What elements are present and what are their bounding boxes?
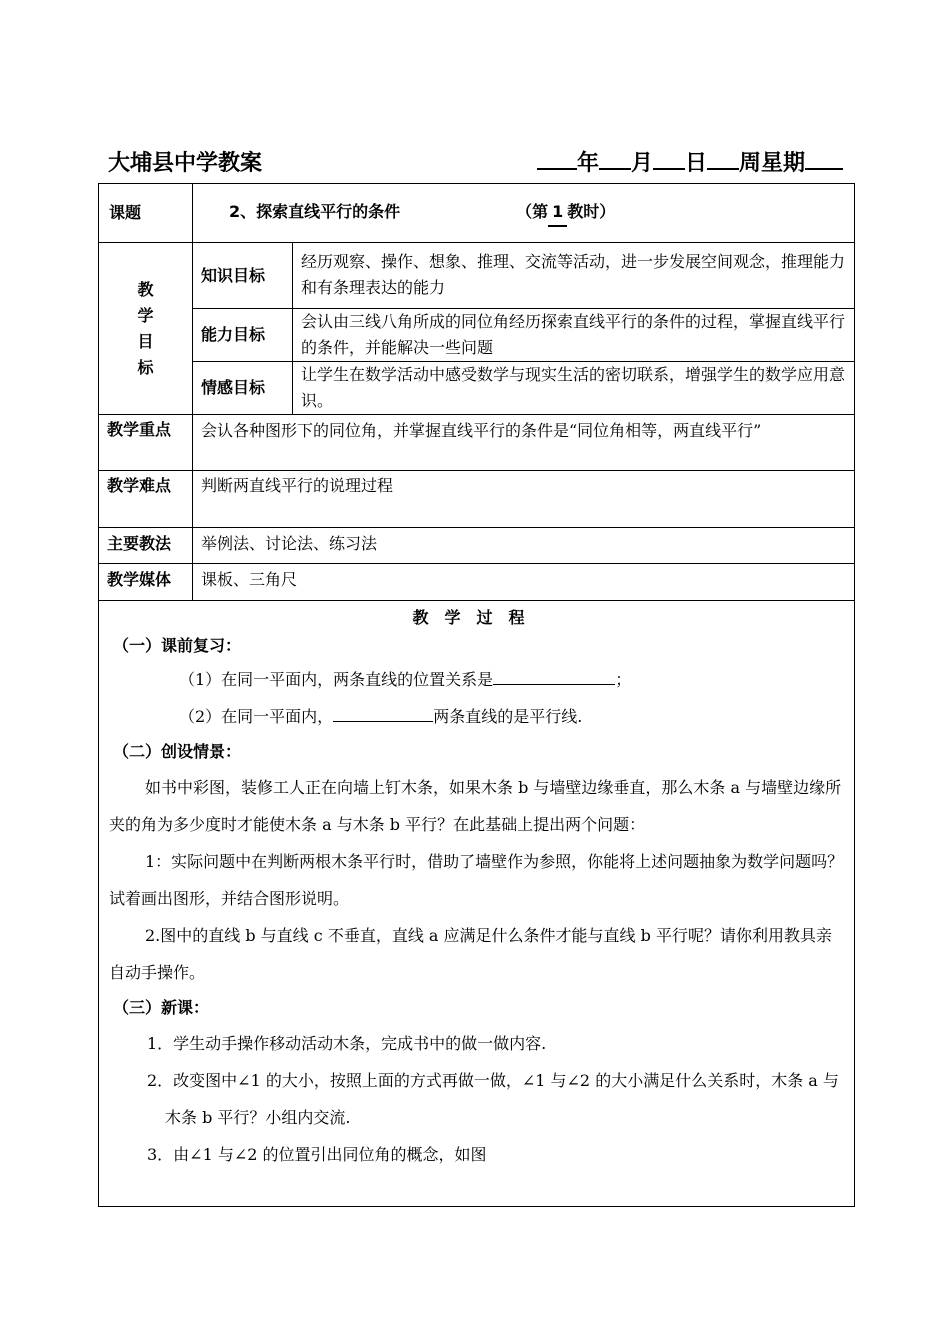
review-q1-end: ；	[615, 670, 632, 689]
scene-paragraph-3: 2.图中的直线 b 与直线 c 不垂直，直线 a 应满足什么条件才能与直线 b 平行呢？请你利用教具亲自动手操作。	[109, 926, 832, 982]
difficulty-text: 判断两直线平行的说理过程	[193, 471, 855, 528]
method-text: 举例法、讨论法、练习法	[193, 528, 855, 564]
period-number: 1	[548, 199, 567, 227]
teaching-goals-label	[99, 243, 193, 415]
goal-row-ability	[99, 309, 855, 362]
review-q1-text: （1）在同一平面内，两条直线的位置关系是	[179, 670, 494, 689]
ability-goal-label: 能力目标	[193, 309, 293, 362]
weekday-label: 周星期	[738, 151, 805, 176]
review-q2-end: 两条直线的是平行线.	[433, 707, 583, 726]
emotion-goal-label: 情感目标	[193, 362, 293, 415]
topic-cell	[193, 184, 855, 243]
month-blank	[599, 148, 631, 170]
emotion-goal-text: 让学生在数学活动中感受数学与现实生活的密切联系，增强学生的数学应用意识。	[293, 362, 855, 415]
goal-label-char: 学	[137, 305, 154, 325]
day-blank	[653, 148, 685, 170]
month-label: 月	[630, 151, 653, 176]
review-question-2	[99, 698, 854, 735]
knowledge-goal-label: 知识目标	[193, 243, 293, 309]
date-line	[537, 146, 843, 177]
review-q1-blank	[493, 666, 615, 685]
day-label: 日	[684, 151, 707, 176]
review-heading: （一）课前复习：	[113, 636, 242, 655]
teaching-process	[99, 601, 855, 1207]
process-title: 教学过程	[412, 608, 541, 627]
goal-row-emotion	[99, 362, 855, 415]
goal-label-char: 标	[137, 357, 154, 377]
scene-heading: （二）创设情景：	[113, 742, 242, 761]
goal-row-knowledge	[99, 243, 855, 309]
school-title: 大埔县中学教案	[108, 151, 263, 176]
week-blank	[707, 148, 739, 170]
new-lesson-step-2: 2．改变图中∠1 的大小，按照上面的方式再做一做，∠1 与∠2 的大小满足什么关系时，木条 a 与木条 b 平行？小组内交流.	[147, 1071, 839, 1127]
period-open: （第	[516, 202, 549, 221]
review-q2-text: （2）在同一平面内，	[179, 707, 334, 726]
year-label: 年	[576, 151, 599, 176]
key-point-cell	[193, 415, 855, 471]
method-label: 主要教法	[99, 528, 193, 564]
ability-goal-text: 会认由三线八角所成的同位角经历探索直线平行的条件的过程，掌握直线平行的条件，并能解决一些问题	[293, 309, 855, 362]
media-label: 教学媒体	[99, 564, 193, 601]
media-row	[99, 564, 855, 601]
review-q2-blank	[333, 703, 433, 722]
topic-row	[99, 184, 855, 243]
year-blank	[537, 148, 577, 170]
scene-paragraph-2: 1：实际问题中在判断两根木条平行时，借助了墙壁作为参照，你能将上述问题抽象为数学问题吗？试着画出图形，并结合图形说明。	[109, 852, 844, 908]
goal-label-char: 目	[137, 331, 154, 351]
lesson-plan-header	[108, 146, 843, 180]
lesson-plan-table	[98, 183, 855, 1207]
period-close: 教时）	[567, 202, 616, 221]
key-point-text: 会认各种图形下的同位角，并掌握直线平行的条件是“同位角相等，两直线平行”	[201, 421, 762, 440]
new-lesson-heading: （三）新课：	[113, 998, 210, 1017]
weekday-blank	[805, 148, 843, 170]
key-point-label: 教学重点	[99, 415, 193, 471]
knowledge-goal-text: 经历观察、操作、想象、推理、交流等活动，进一步发展空间观念，推理能力和有条理表达的能力	[293, 243, 855, 309]
key-point-row	[99, 415, 855, 471]
review-question-1	[99, 661, 854, 698]
topic-label: 课题	[99, 184, 193, 243]
topic-title: 2、探索直线平行的条件	[229, 202, 401, 221]
goal-label-char: 教	[137, 279, 154, 299]
media-text: 课板、三角尺	[193, 564, 855, 601]
process-row	[99, 601, 855, 1207]
new-lesson-step-3: 3．由∠1 与∠2 的位置引出同位角的概念，如图	[147, 1145, 487, 1164]
scene-paragraph-1: 如书中彩图，装修工人正在向墙上钉木条，如果木条 b 与墙壁边缘垂直，那么木条 a 与墙壁边缘所夹的角为多少度时才能使木条 a 与木条 b 平行？在此基础上提出两个问题：	[109, 778, 842, 834]
method-row	[99, 528, 855, 564]
new-lesson-step-1: 1．学生动手操作移动活动木条，完成书中的做一做内容.	[147, 1034, 547, 1053]
difficulty-label: 教学难点	[99, 471, 193, 528]
difficulty-row	[99, 471, 855, 528]
